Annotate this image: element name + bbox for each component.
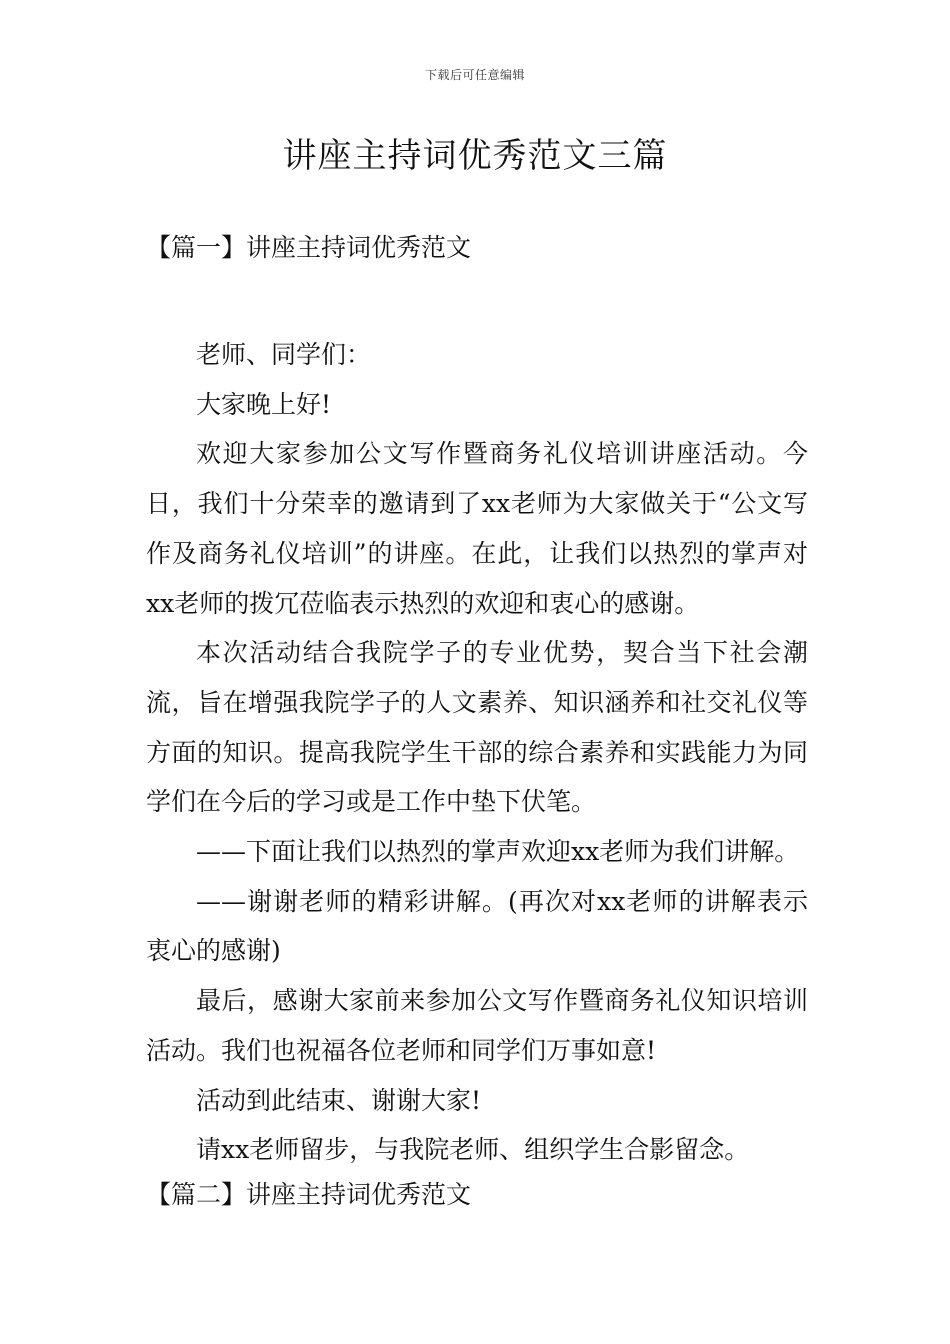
paragraph-photo: 请xx老师留步，与我院老师、组织学生合影留念。 (196, 1135, 750, 1165)
paragraph-purpose: 本次活动结合我院学子的专业优势，契合当下社会潮流，旨在增强我院学子的人文素养、知识涵养和社交礼仪等方面的知识。提高我院学生干部的综合素养和实践能力为同学们在今后的学习或是工作中垫下伏笔。 (146, 638, 808, 817)
section-1-body (146, 330, 808, 1175)
paragraph-greeting: 老师、同学们： (196, 340, 372, 369)
section-heading-1: 【篇一】讲座主持词优秀范文 (146, 233, 472, 262)
paragraph-introduce-speaker: ——下面让我们以热烈的掌声欢迎xx老师为我们讲解。 (196, 837, 800, 867)
paragraph-thanks-speaker: ——谢谢老师的精彩讲解。(再次对xx老师的讲解表示衷心的感谢) (146, 886, 808, 966)
paragraph-welcome: 欢迎大家参加公文写作暨商务礼仪培训讲座活动。今日，我们十分荣幸的邀请到了xx老师为大家做关于“公文写作及商务礼仪培训”的讲座。在此，让我们以热烈的掌声对xx老师的拨冗莅临表示热烈的欢迎和衷心的感谢。 (146, 439, 808, 618)
section-heading-2: 【篇二】讲座主持词优秀范文 (146, 1180, 472, 1209)
paragraph-end: 活动到此结束、谢谢大家! (196, 1085, 482, 1115)
header-note: 下载后可任意编辑 (424, 68, 525, 82)
paragraph-salutation: 大家晚上好! (196, 389, 332, 419)
paragraph-closing-thanks: 最后，感谢大家前来参加公文写作暨商务礼仪知识培训活动。我们也祝福各位老师和同学们万事如意! (146, 986, 808, 1065)
document-title: 讲座主持词优秀范文三篇 (282, 136, 668, 176)
